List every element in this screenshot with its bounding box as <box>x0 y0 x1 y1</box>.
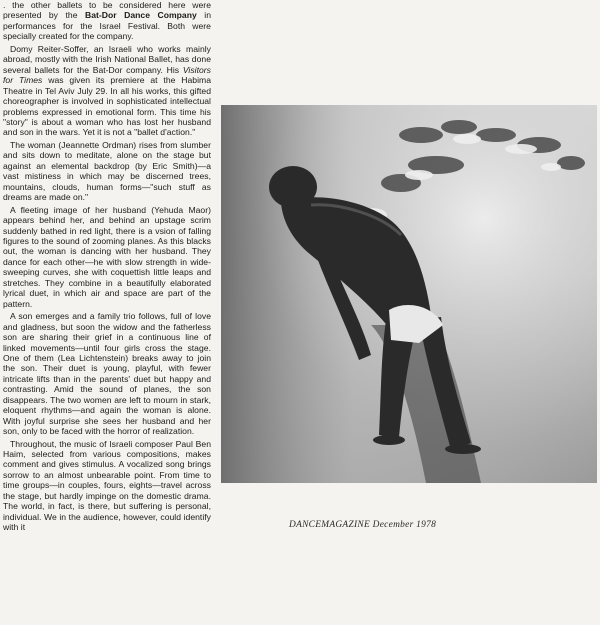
article-paragraph: The woman (Jeannette Ordman) rises from slumber and sits down to meditate, alone on the stage but against an elemental backdrop (by Eric Smith)—a vast mistiness in which may be discerned trees, mountains, clouds, human forms—"such stuff as dreams are made on." <box>3 139 211 203</box>
company-name: Bat-Dor Dance Company <box>84 10 197 21</box>
article-paragraph: A son emerges and a family trio follows, full of love and gladness, but soon the widow and the fatherless son are sharing their grief in a continuous line of linked movements—until four girls cross the stage. One of them (Lea Lichtenstein) breaks away to join the son. Their duet is young, playful, with fewer intricate lifts than in the parents' duet but happy and contrasting. Amid the sound of planes, the son disappears. The two women are left to mourn in stark, eloquent rhythms—and again the woman is alone. With joyful surprise she sees her husband and her son, only to be faced with the horror of realization. <box>3 311 211 437</box>
dance-photograph <box>221 105 597 483</box>
ballet-title: Visitors for Times <box>3 64 211 86</box>
article-paragraph: Throughout, the music of Israeli composer Paul Ben Haim, selected from various compositions, makes comment and gives stimulus. A vocalized song brings sorrow to an almost unbearable point. From time to time groups—in couples, fours, eights—travel across the stage, but hardly impinge on the domestic drama. The world, in fact, is there, but suffering is personal, individual. We in the audience, however, could identify with it <box>3 438 211 533</box>
article-paragraph: Domy Reiter-Soffer, an Israeli who works mainly abroad, mostly with the Irish National Ballet, has done several ballets for the Bat-Dor company. His Visitors for Times was given its premiere at the Habima Theatre in Tel Aviv July 29. In all his works, this gifted choreographer is involved in sophisticated intellectual problems expressed in emotional form. This time his "story" is about a woman who has lost her husband and son in the wars. Yet it is not a "ballet d'action." <box>3 43 212 138</box>
article-paragraph: . the other ballets to be considered here were presented by the Bat-Dor Dance Company in performances for the Israel Festival. Both were specially created for the company. <box>3 0 212 42</box>
article-column <box>3 0 211 533</box>
article-paragraph: A fleeting image of her husband (Yehuda Maor) appears behind her, and behind an upstage scrim suddenly bathed in red light, there is a vsion of falling figures to the sound of zooming planes. As this blacks out, the woman is dancing with her husband. They dance for each other—he with slow strength in wide-sweeping curves, she with coquettish little leaps and stretches. They combine in a beautifully elaborated lyrical duet, in which air and space are part of the pattern. <box>3 204 211 309</box>
photo-caption: DANCEMAGAZINE December 1978 <box>289 520 437 530</box>
